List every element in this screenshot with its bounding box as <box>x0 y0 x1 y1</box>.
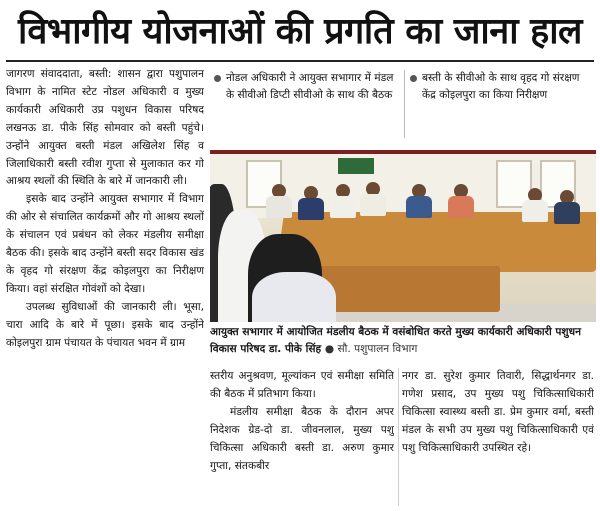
photo-person <box>360 182 386 218</box>
column-divider <box>398 368 399 506</box>
left-paragraph-2: इसके बाद उन्होंने आयुक्त सभागार में विभाग की ओर से संचालित कार्यक्रमों और गो आश्रय स्थलों के संचालन एवं प्रबंधन को लेकर मंडलीय समीक्षा बैठक की। इसके बाद उन्होंने बस्ती सदर विकास खंड के वृहद गो संरक्षण केंद्र कोइलपुरा का निरीक्षण किया। वहां संरक्षित गोवंशों को देखा। <box>6 193 204 295</box>
bullet-dot-icon <box>410 75 417 82</box>
photo-caption <box>210 324 596 364</box>
photo-caption-text: आयुक्त सभागार में आयोजित मंडलीय बैठक में वसंबोधित करते मुख्य कार्यकारी अधिकारी पशुधन विकास परिषद डा. पीके सिंह <box>210 326 582 355</box>
photo-person <box>266 184 292 220</box>
photo-person <box>298 186 324 222</box>
left-paragraph-3: उपलब्ध सुविधाओं की जानकारी ली। भूसा, चारा आदि के बारे में पूछा। इसके बाद उन्होंने कोइलपुरा ग्राम पंचायत के पंचायत भवन में ग्राम <box>6 300 204 349</box>
highlights-bar <box>210 66 594 144</box>
highlight-item <box>214 70 402 142</box>
bullet-dot-icon <box>214 75 221 82</box>
middle-paragraph-2: मंडलीय समीक्षा बैठक के दौरान अपर निदेशक ग्रेड-दो डा. जीवनलाल, मुख्य पशु चिकित्सा अधिकारी बस्ती डा. अरुण कुमार गुप्ता, संतकबीर <box>210 405 394 472</box>
photo-person <box>554 190 580 226</box>
article-right-column <box>402 368 594 508</box>
headline: विभागीय योजनाओं की प्रगति का जाना हाल <box>18 11 582 52</box>
meeting-photo <box>210 150 596 322</box>
photo-foreground-person <box>252 272 336 322</box>
photo-person <box>448 184 474 220</box>
highlight-item <box>410 70 594 142</box>
photo-person <box>330 184 356 220</box>
photo-person <box>406 184 432 220</box>
left-paragraph-1: जागरण संवाददाता, बस्ती: शासन द्वारा पशुपालन विभाग के नामित स्टेट नोडल अधिकारी व मुख्य कार्यकारी अधिकारी उप्र पशुधन विकास परिषद लखनऊ डा. पीके सिंह सोमवार को बस्ती पहुंचे। उन्होंने आयुक्त बस्ती मंडल अखिलेश सिंह व जिलाधिकारी बस्ती रवीश गुप्ता से मुलाकात कर गो आश्रय स्थलों की स्थिति के बारे में जानकारी ली। <box>6 68 204 188</box>
middle-paragraph-1: स्तरीय अनुश्रवण, मूल्यांकन एवं समीक्षा समिति की बैठक में प्रतिभाग किया। <box>210 370 394 400</box>
photo-person <box>522 188 548 224</box>
article-middle-column <box>210 368 394 508</box>
photo-banner <box>338 158 374 174</box>
photo-credit: ● सौ. पशुपालन विभाग <box>324 343 418 355</box>
right-paragraph: नगर डा. सुरेश कुमार तिवारी, सिद्धार्थनगर डा. गणेश प्रसाद, उप मुख्य पशु चिकित्साधिकारी चिकित्सा स्वास्थ्य बस्ती डा. प्रेम कुमार वर्मा, बस्ती मंडल के सभी उप मुख्य पशु चिकित्साधिकारी एवं पशु चिकित्साधिकारी उपस्थित रहे। <box>402 370 594 454</box>
highlight-text: नोडल अधिकारी ने आयुक्त सभागार में मंडल के सीवीओ डिप्टी सीवीओ के साथ की बैठक <box>226 72 394 101</box>
highlight-text: बस्ती के सीवीओ के साथ वृहद गो संरक्षण केंद्र कोइलपुरा का किया निरीक्षण <box>422 72 580 101</box>
article-left-column <box>6 66 204 506</box>
photo-conference-table <box>276 212 596 272</box>
highlight-divider <box>404 70 405 138</box>
headline-rule <box>6 60 594 62</box>
